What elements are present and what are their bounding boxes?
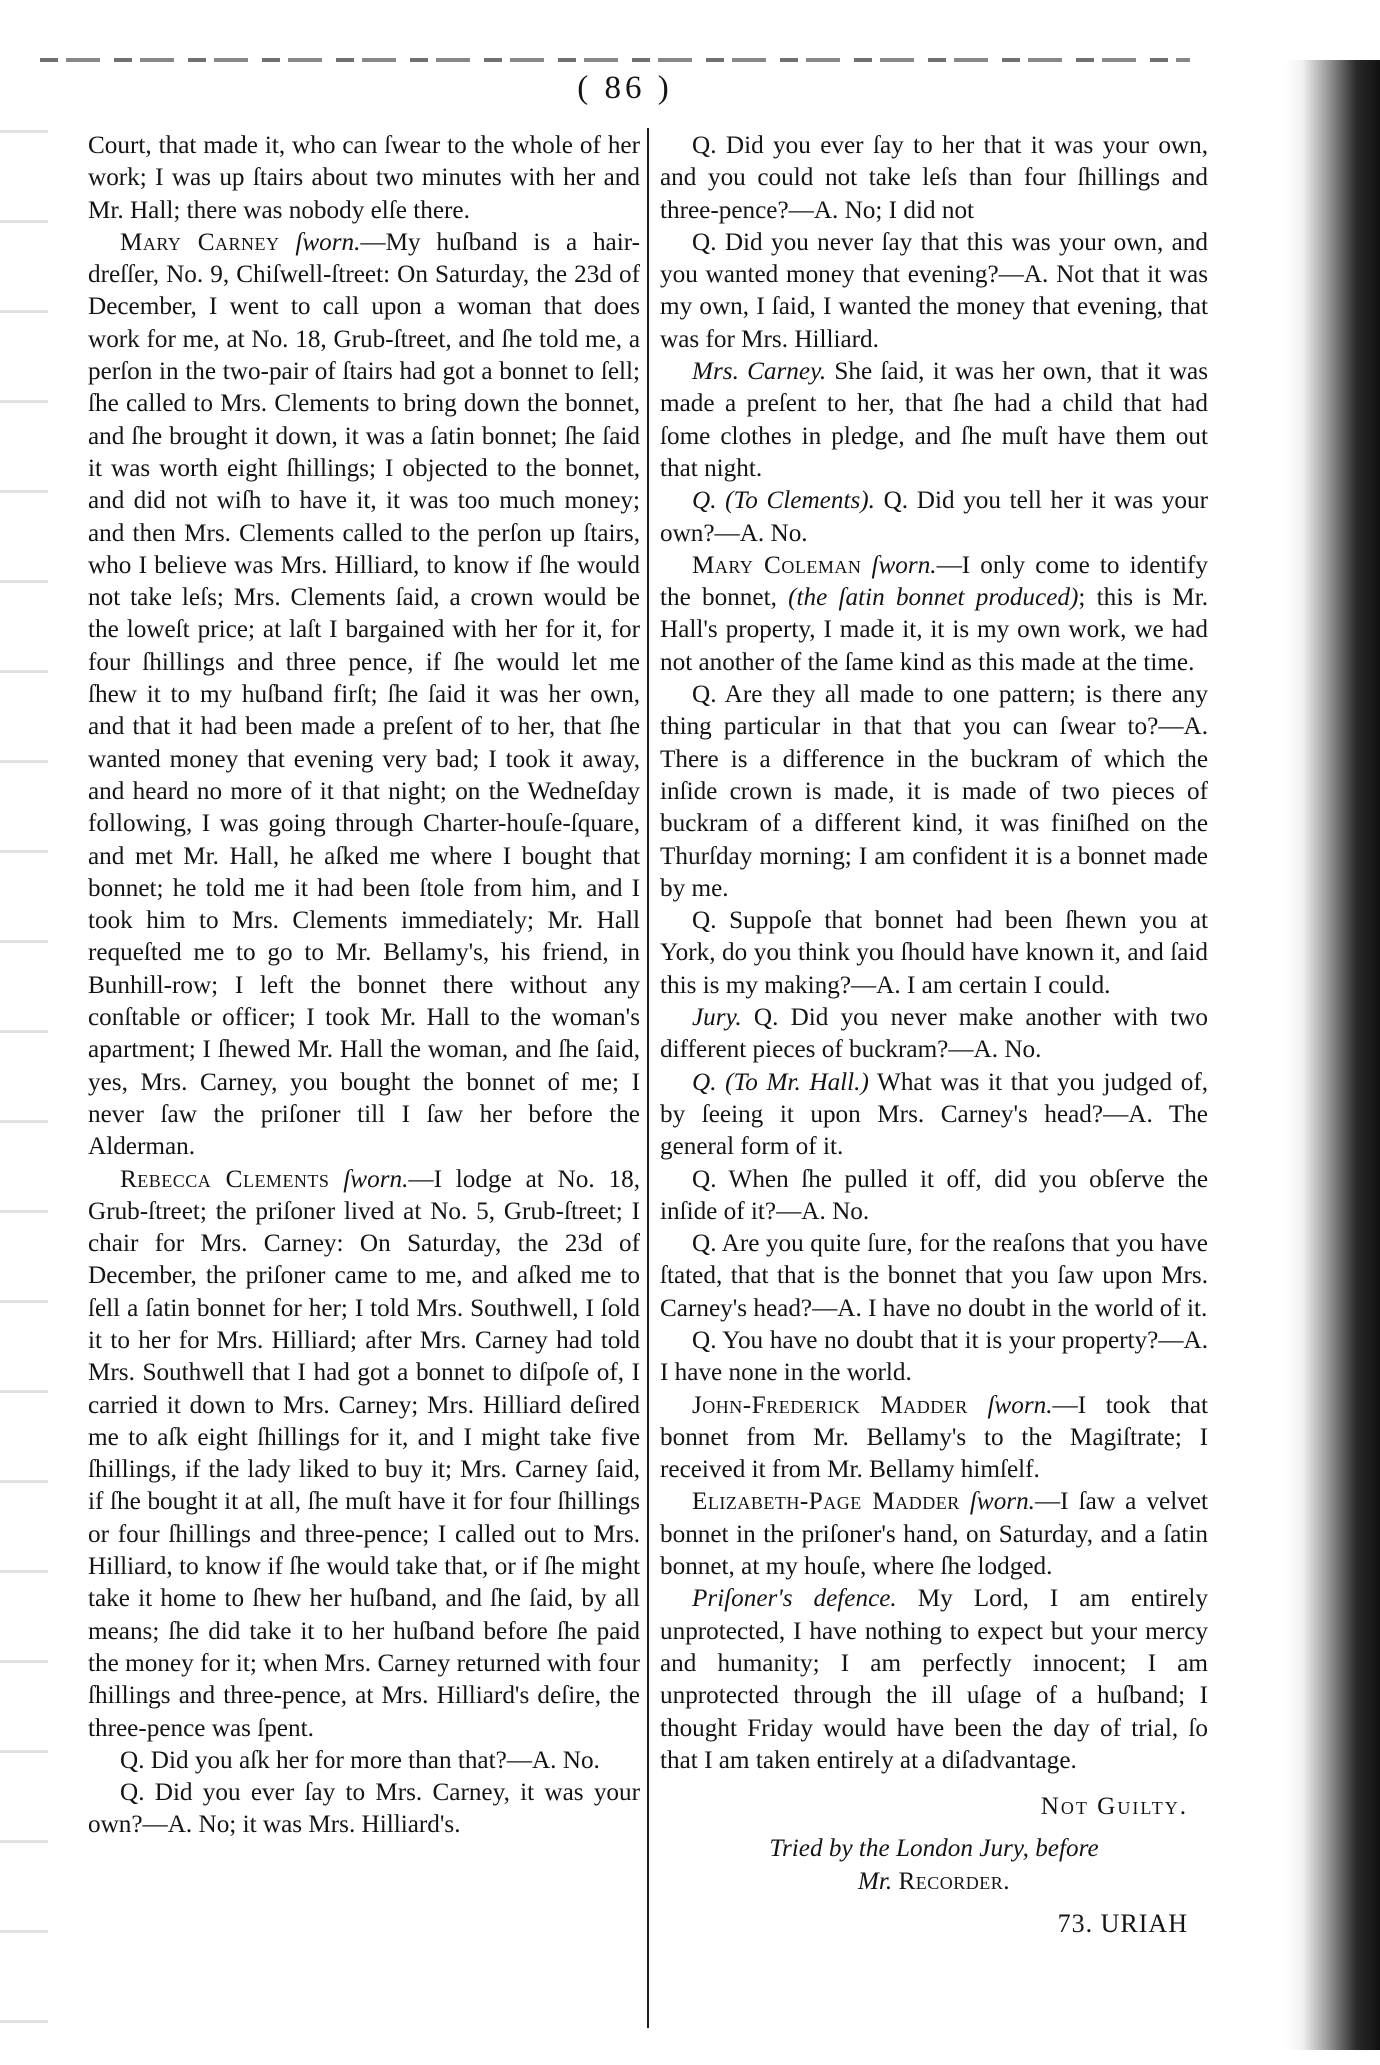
statement-text: Q. Did you never make another with two different pieces of buckram?—A. No. — [660, 1004, 1208, 1064]
speaker-label: Priſoner's defence. — [692, 1585, 897, 1613]
statement-text: She ſaid, it was her own, that it was made a preſent to her, that ſhe had a child that had ſome clothes in pledge, and ſhe muſt have them out that night. — [660, 358, 1208, 482]
recorder-line — [660, 1866, 1208, 1898]
statement — [660, 356, 1208, 485]
question-answer: Q. Did you ever ſay to Mrs. Carney, it was your own?—A. No; it was Mrs. Hilliard's. — [88, 1779, 640, 1839]
sworn-label: ſworn. — [871, 551, 937, 579]
prisoner-defence — [660, 1583, 1208, 1777]
question-answer: Q. Suppoſe that bonnet had been ſhewn you at York, do you think you ſhould have known it, and ſaid this is my making?—A. I am certain I could. — [660, 907, 1208, 999]
statement-text: Q. Did you tell her it was your own?—A. No. — [660, 487, 1209, 547]
witness-name: John-Frederick Madder — [692, 1391, 968, 1419]
question-answer: Q. Did you never ſay that this was your own, and you wanted money that evening?—A. Not that it was my own, I ſaid, I wanted the money that evening, that was for Mrs. Hilliard. — [660, 228, 1208, 353]
scan-right-edge — [1285, 60, 1380, 2050]
question-answer: Q. Are you quite ſure, for the reaſons that you have ſtated, that that is the bonnet that you ſaw upon Mrs. Carney's head?—A. I have no doubt in the world of it. — [660, 1230, 1208, 1322]
statement-text: My Lord, I am entirely unprotected, I have nothing to expect but your mercy and humanity; I am perfectly innocent; I am unprotected through the ill uſage of a huſband; I thought Friday would have been the day of trial, ſo that I am taken entirely at a diſadvantage. — [660, 1585, 1208, 1774]
testimony-text: ; this is Mr. Hall's property, I made it, it is my own work, we had not another of the ſame kind as this made at the time. — [660, 584, 1208, 676]
aside-note: (the ſatin bonnet produced) — [788, 584, 1079, 612]
question-answer — [660, 1067, 1208, 1164]
paragraph: Court, that made it, who can ſwear to the whole of her work; I was up ſtairs about two minutes with her and Mr. Hall; there was nobody elſe there. — [88, 132, 640, 224]
question-answer — [660, 485, 1208, 550]
witness-testimony — [660, 1486, 1208, 1583]
witness-name: Rebecca Clements — [120, 1165, 330, 1193]
speaker-label: Q. (To Mr. Hall.) — [692, 1068, 869, 1096]
question-answer: Q. Did you ever ſay to her that it was your own, and you could not take leſs than four ſhillings and three-pence?—A. No; I did not — [660, 132, 1208, 224]
testimony-text: —I ſaw a velvet bonnet in the priſoner's hand, on Saturday, and a ſatin bonnet, at my houſe, where ſhe lodged. — [660, 1488, 1208, 1581]
question-answer — [660, 1002, 1208, 1067]
column-divider — [647, 128, 649, 2028]
witness-name: Mary Coleman — [692, 551, 862, 579]
question-answer: Q. Are they all made to one pattern; is there any thing particular in that that you can ſwear to?—A. There is a difference in the buckram of which the inſide crown is made, it is made of two pieces of buckram of a different kind, it was finiſhed on the Thurſday morning; I am confident it is a bonnet made by me. — [660, 681, 1208, 902]
sworn-label: ſworn. — [343, 1165, 409, 1193]
scan-top-edge — [40, 58, 1190, 62]
right-column — [660, 130, 1208, 1940]
testimony-text: —I lodge at No. 18, Grub-ſtreet; the priſoner lived at No. 5, Grub-ſtreet; I chair for Mrs. Carney: On Saturday, the 23d of December, the priſoner came to me, and aſked me to ſell a ſatin bonnet for her; I told Mrs. Southwell, I ſold it to her for Mrs. Hilliard; after Mrs. Carney had told Mrs. Southwell that I had got a bonnet to diſpoſe of, I carried it down to Mrs. Carney; Mrs. Hilliard deſired me to aſk eight ſhillings for it, and I might take five ſhillings, if the lady liked to buy it; Mrs. Carney ſaid, if ſhe bought it at all, ſhe muſt have it for four ſhillings or four ſhillings and three-pence; I called out to Mrs. Hilliard, to know if ſhe would take that, or if ſhe might take it home to ſhew her huſband, and ſhe ſaid, by all means; ſhe did take it to her huſband before ſhe paid the money for it; when Mrs. Carney returned with four ſhillings and three-pence, at Mrs. Hilliard's deſire, the three-pence was ſpent. — [88, 1165, 641, 1742]
tried-by-line: Tried by the London Jury, before — [769, 1835, 1099, 1863]
recorder-name: Recorder. — [898, 1867, 1011, 1895]
speaker-label: Jury. — [692, 1004, 742, 1032]
question-answer: Q. When ſhe pulled it off, did you obſerve the inſide of it?—A. No. — [660, 1165, 1208, 1225]
speaker-label: Mrs. Carney. — [692, 358, 827, 386]
testimony-text: —I only come to identify the bonnet, — [660, 551, 1208, 612]
witness-name: Elizabeth-Page Madder — [692, 1488, 960, 1516]
recorder-prefix: Mr. — [857, 1867, 893, 1895]
witness-name: Mary Carney — [120, 228, 280, 256]
question-answer: Q. Did you aſk her for more than that?—A. No. — [120, 1746, 600, 1774]
speaker-label: Q. (To Clements). — [692, 487, 875, 515]
sworn-label: ſworn. — [295, 228, 361, 256]
page-number: ( 86 ) — [577, 70, 673, 106]
statement-text: What was it that you judged of, by ſeeing it upon Mrs. Carney's head?—A. The general form of it. — [660, 1068, 1209, 1161]
witness-testimony — [660, 550, 1208, 679]
witness-testimony — [88, 1164, 640, 1745]
verdict: Not Guilty. — [1040, 1793, 1188, 1821]
sworn-label: ſworn. — [987, 1391, 1053, 1419]
sworn-label: ſworn. — [969, 1488, 1035, 1516]
left-column — [88, 130, 640, 1842]
question-answer: Q. You have no doubt that it is your property?—A. I have none in the world. — [660, 1326, 1208, 1387]
testimony-text: —I took that bonnet from Mr. Bellamy's to the Magiſtrate; I received it from Mr. Bellamy himſelf. — [660, 1391, 1208, 1484]
catchword: 73. URIAH — [1057, 1909, 1188, 1939]
testimony-text: —My huſband is a hair-dreſſer, No. 9, Chiſwell-ſtreet: On Saturday, the 23d of December, I went to call upon a woman that does work for me, at No. 18, Grub-ſtreet, and ſhe told me, a perſon in the two-pair of ſtairs had got a bonnet to ſell; ſhe called to Mrs. Clements to bring down the bonnet, and ſhe brought it down, it was a ſatin bonnet; ſhe ſaid it was worth eight ſhillings; I objected to the bonnet, and did not wiſh to have it, it was too much money; and then Mrs. Clements called to the perſon up ſtairs, who I believe was Mrs. Hilliard, to know if ſhe would not take leſs; Mrs. Clements ſaid, a crown would be the loweſt price; at laſt I bargained with her for it, for four ſhillings and three pence, if ſhe would let me ſhew it to my huſband firſt; ſhe ſaid it was her own, and that it had been made a preſent of to her, that ſhe wanted money that evening very bad; I took it away, and heard no more of it that night; on the Wedneſday following, I was going through Charter-houſe-ſquare, and met Mr. Hall, he aſked me where I bought that bonnet; he told me it had been ſtole from him, and I took him to Mrs. Clements immediately; Mr. Hall requeſted me to go to Mr. Bellamy's, his friend, in Bunhill-row; I left the bonnet there without any conſtable or officer; I took Mr. Hall to the woman's apartment; I ſhewed Mr. Hall the woman, and ſhe ſaid, yes, Mrs. Carney, you bought the bonnet of me; I never ſaw the priſoner till I ſaw her before the Alderman. — [88, 228, 640, 1161]
witness-testimony — [88, 227, 640, 1164]
witness-testimony — [660, 1390, 1208, 1487]
scan-left-edge — [0, 90, 48, 2050]
